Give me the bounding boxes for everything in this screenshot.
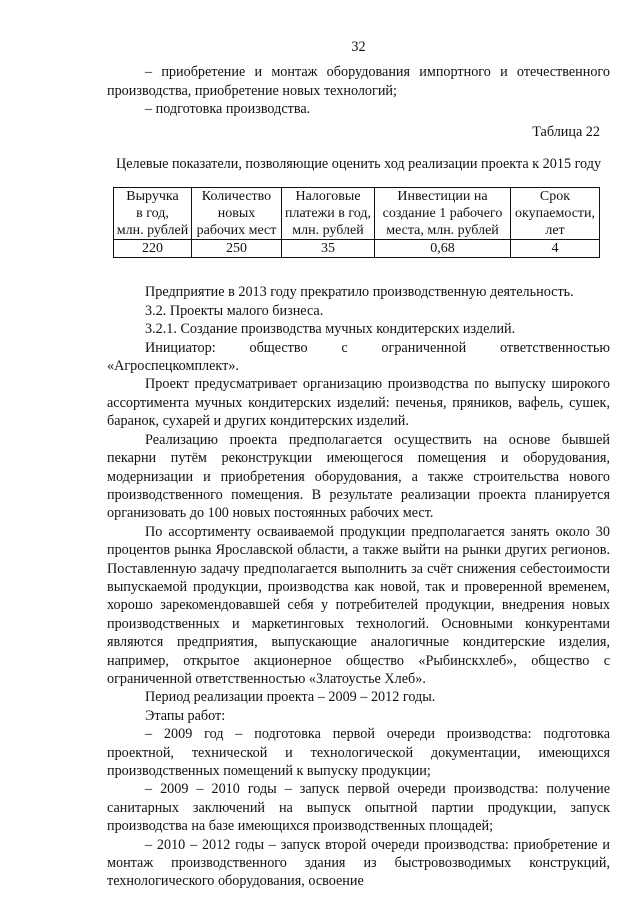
table-header-row	[114, 188, 600, 240]
table-row	[114, 240, 600, 258]
header-jobs: Количество новых рабочих мест	[192, 188, 282, 240]
header-revenue: Выручка в год, млн. рублей	[114, 188, 192, 240]
document-page	[107, 38, 610, 891]
intro-line-2: – подготовка производства.	[145, 101, 311, 118]
section-heading: 3.2. Проекты малого бизнеса.	[145, 302, 324, 319]
paragraph: Проект предусматривает организацию производства по выпуску широкого ассортимента мучных кондитерских изделий: печенья, пряников, вафель, сушек, баранок, сухарей и других кондитерских изделий.	[107, 376, 610, 430]
indicators-table	[113, 187, 600, 258]
cell-jobs: 250	[192, 240, 282, 258]
header-investment: Инвестиции на создание 1 рабочего места, млн. рублей	[375, 188, 511, 240]
paragraph: Период реализации проекта – 2009 – 2012 годы.	[145, 689, 436, 706]
cell-revenue: 220	[114, 240, 192, 258]
list-item: – 2009 – 2010 годы – запуск первой очереди производства: получение санитарных заключений на выпуск опытной партии продукции, запуск производства на базе имеющихся производственных площадей;	[107, 781, 610, 835]
header-payback: Срок окупаемости, лет	[511, 188, 600, 240]
table-caption: Целевые показатели, позволяющие оценить ход реализации проекта к 2015 году	[115, 156, 602, 173]
paragraph: Реализацию проекта предполагается осуществить на основе бывшей пекарни путём реконструкции имеющегося помещения и оборудования, модернизации и приобретения оборудования, а также строительства нового производственного помещения. В результате реализации проекта планируется организовать до 100 новых постоянных рабочих мест.	[107, 431, 610, 522]
paragraph: Предприятие в 2013 году прекратило производственную деятельность.	[145, 284, 574, 301]
cell-taxes: 35	[282, 240, 375, 258]
header-taxes: Налоговые платежи в год, млн. рублей	[282, 188, 375, 240]
cell-payback: 4	[511, 240, 600, 258]
table-label: Таблица 22	[532, 123, 600, 140]
intro-line-1: – приобретение и монтаж оборудования импортного и отечественного производства, приобретение новых технологий;	[107, 64, 610, 99]
list-item: – 2010 – 2012 годы – запуск второй очереди производства: приобретение и монтаж производственного здания из быстровозводимых конструкций, технологического оборудования, освоение	[107, 836, 610, 890]
page-number: 32	[351, 39, 366, 55]
list-item: – 2009 год – подготовка первой очереди производства: подготовка проектной, технической и технологической документации, имеющихся производственных помещений к выпуску продукции;	[107, 726, 610, 779]
cell-investment: 0,68	[375, 240, 511, 258]
paragraph: Инициатор: общество с ограниченной ответственностью «Агроспецкомплект».	[107, 339, 610, 375]
paragraph: По ассортименту осваиваемой продукции предполагается занять около 30 процентов рынка Ярославской области, а также выйти на рынки других регионов. Поставленную задачу предполагается выполнить за счёт снижения себестоимости выпускаемой продукции, производства как новой, так и проверенной временем, хорошо зарекомендовавшей себя у потребителей продукции, внедрения новых производственных и маркетинговых технологий. Основными конкурентами являются предприятия, выпускающие аналогичные кондитерские изделия, например, открытое акционерное общество «Рыбинскхлеб», общество с ограниченной ответственностью «Златоустье Хлеб».	[107, 523, 610, 687]
subsection-heading: 3.2.1. Создание производства мучных кондитерских изделий.	[145, 321, 516, 338]
paragraph: Этапы работ:	[145, 707, 226, 724]
